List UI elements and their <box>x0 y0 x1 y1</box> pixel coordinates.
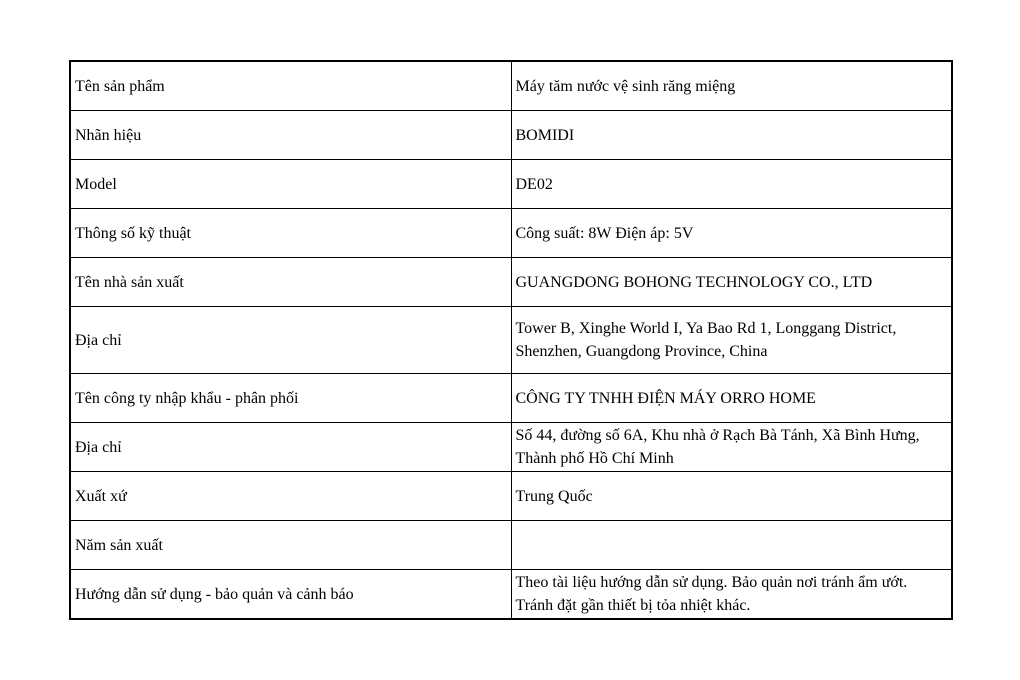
table-row <box>70 521 952 570</box>
row-value: GUANGDONG BOHONG TECHNOLOGY CO., LTD <box>511 258 952 307</box>
row-label: Nhãn hiệu <box>70 111 511 160</box>
row-value: Trung Quốc <box>511 472 952 521</box>
row-value: Tower B, Xinghe World I, Ya Bao Rd 1, Longgang District, Shenzhen, Guangdong Province, China <box>511 307 952 374</box>
row-label: Xuất xứ <box>70 472 511 521</box>
row-value: DE02 <box>511 160 952 209</box>
table-row <box>70 111 952 160</box>
row-label: Thông số kỹ thuật <box>70 209 511 258</box>
table-row <box>70 258 952 307</box>
row-value: Công suất: 8W Điện áp: 5V <box>511 209 952 258</box>
table-row <box>70 209 952 258</box>
row-value: CÔNG TY TNHH ĐIỆN MÁY ORRO HOME <box>511 374 952 423</box>
row-label: Địa chỉ <box>70 307 511 374</box>
table-row <box>70 307 952 374</box>
row-value: Máy tăm nước vệ sinh răng miệng <box>511 61 952 111</box>
table-row <box>70 374 952 423</box>
row-label: Model <box>70 160 511 209</box>
row-value <box>511 521 952 570</box>
row-value: Theo tài liệu hướng dẫn sử dụng. Bảo quản nơi tránh ẩm ướt. Tránh đặt gần thiết bị tỏa nhiệt khác. <box>511 570 952 620</box>
table-row <box>70 61 952 111</box>
row-label: Tên công ty nhập khẩu - phân phối <box>70 374 511 423</box>
table-row <box>70 160 952 209</box>
table-row <box>70 570 952 620</box>
row-label: Tên sản phẩm <box>70 61 511 111</box>
row-label: Năm sản xuất <box>70 521 511 570</box>
row-label: Địa chỉ <box>70 423 511 472</box>
table-row <box>70 472 952 521</box>
row-label: Hướng dẫn sử dụng - bảo quản và cảnh báo <box>70 570 511 620</box>
table-row <box>70 423 952 472</box>
product-spec-table <box>69 60 953 620</box>
row-value: BOMIDI <box>511 111 952 160</box>
row-label: Tên nhà sản xuất <box>70 258 511 307</box>
row-value: Số 44, đường số 6A, Khu nhà ở Rạch Bà Tánh, Xã Bình Hưng, Thành phố Hồ Chí Minh <box>511 423 952 472</box>
